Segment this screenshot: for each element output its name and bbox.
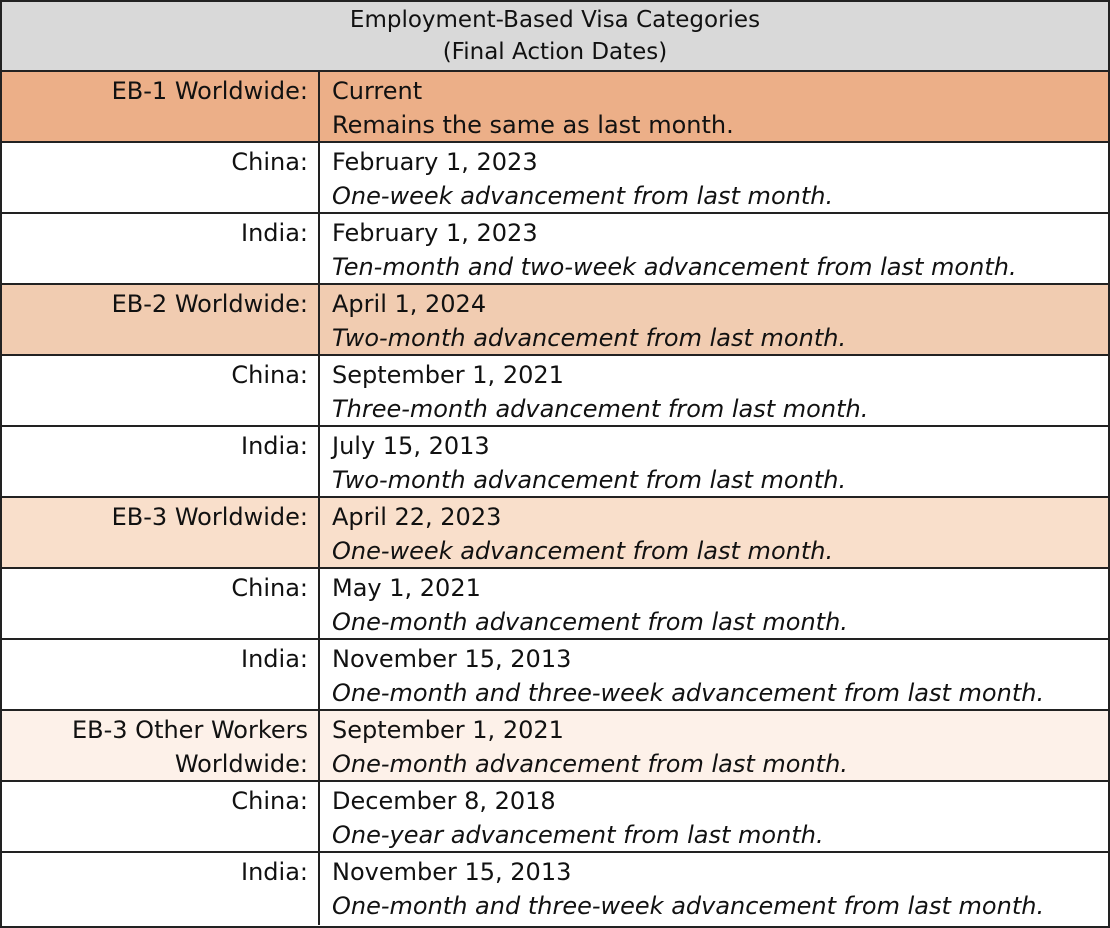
change-note: Three-month advancement from last month. — [332, 395, 869, 423]
category-label: EB-1 Worldwide: — [2, 72, 320, 141]
table-row — [2, 853, 1108, 925]
category-label: China: — [2, 782, 320, 851]
table-row — [2, 214, 1108, 285]
final-action-date: February 1, 2023 — [332, 148, 538, 176]
category-label: India: — [2, 427, 320, 496]
table-subtitle: (Final Action Dates) — [442, 39, 668, 65]
final-action-date-cell — [320, 853, 1108, 925]
table-row — [2, 498, 1108, 569]
change-note: One-week advancement from last month. — [332, 537, 834, 565]
change-note: Two-month advancement from last month. — [332, 324, 847, 352]
change-note: One-month and three-week advancement from last month. — [332, 679, 1045, 707]
table-row — [2, 143, 1108, 214]
category-label: India: — [2, 214, 320, 283]
final-action-date-cell — [320, 356, 1108, 425]
category-label: China: — [2, 143, 320, 212]
change-note: Ten-month and two-week advancement from last month. — [332, 253, 1017, 281]
final-action-date: April 1, 2024 — [332, 290, 487, 318]
final-action-date-cell — [320, 640, 1108, 709]
final-action-date: September 1, 2021 — [332, 361, 564, 389]
final-action-date: December 8, 2018 — [332, 787, 556, 815]
change-note: One-week advancement from last month. — [332, 182, 834, 210]
change-note: One-month and three-week advancement from last month. — [332, 892, 1045, 920]
final-action-date-cell — [320, 214, 1108, 283]
change-note: One-year advancement from last month. — [332, 821, 824, 849]
final-action-date-cell — [320, 782, 1108, 851]
table-row — [2, 72, 1108, 143]
change-note: One-month advancement from last month. — [332, 608, 848, 636]
table-row — [2, 356, 1108, 427]
category-label: China: — [2, 356, 320, 425]
final-action-date-cell — [320, 569, 1108, 638]
final-action-date: November 15, 2013 — [332, 858, 572, 886]
table-header — [2, 2, 1108, 72]
table-title: Employment-Based Visa Categories — [349, 7, 761, 33]
change-note: One-month advancement from last month. — [332, 750, 848, 778]
table-row — [2, 640, 1108, 711]
final-action-date: May 1, 2021 — [332, 574, 481, 602]
table-row — [2, 711, 1108, 782]
final-action-date: February 1, 2023 — [332, 219, 538, 247]
final-action-date: July 15, 2013 — [332, 432, 490, 460]
final-action-date-cell — [320, 498, 1108, 567]
final-action-date-cell — [320, 72, 1108, 141]
change-note: Remains the same as last month. — [332, 111, 734, 139]
category-label: China: — [2, 569, 320, 638]
final-action-date-cell — [320, 143, 1108, 212]
category-label: EB-3 Other Workers Worldwide: — [2, 711, 320, 780]
final-action-date: November 15, 2013 — [332, 645, 572, 673]
table-row — [2, 427, 1108, 498]
category-label: EB-2 Worldwide: — [2, 285, 320, 354]
category-label: India: — [2, 640, 320, 709]
category-label: EB-3 Worldwide: — [2, 498, 320, 567]
table-row — [2, 782, 1108, 853]
table-body — [2, 72, 1108, 925]
final-action-date-cell — [320, 711, 1108, 780]
final-action-date-cell — [320, 427, 1108, 496]
table-row — [2, 569, 1108, 640]
final-action-date-cell — [320, 285, 1108, 354]
category-label: India: — [2, 853, 320, 925]
final-action-date: April 22, 2023 — [332, 503, 502, 531]
table-row — [2, 285, 1108, 356]
final-action-date: Current — [332, 77, 423, 105]
final-action-date: September 1, 2021 — [332, 716, 564, 744]
change-note: Two-month advancement from last month. — [332, 466, 847, 494]
